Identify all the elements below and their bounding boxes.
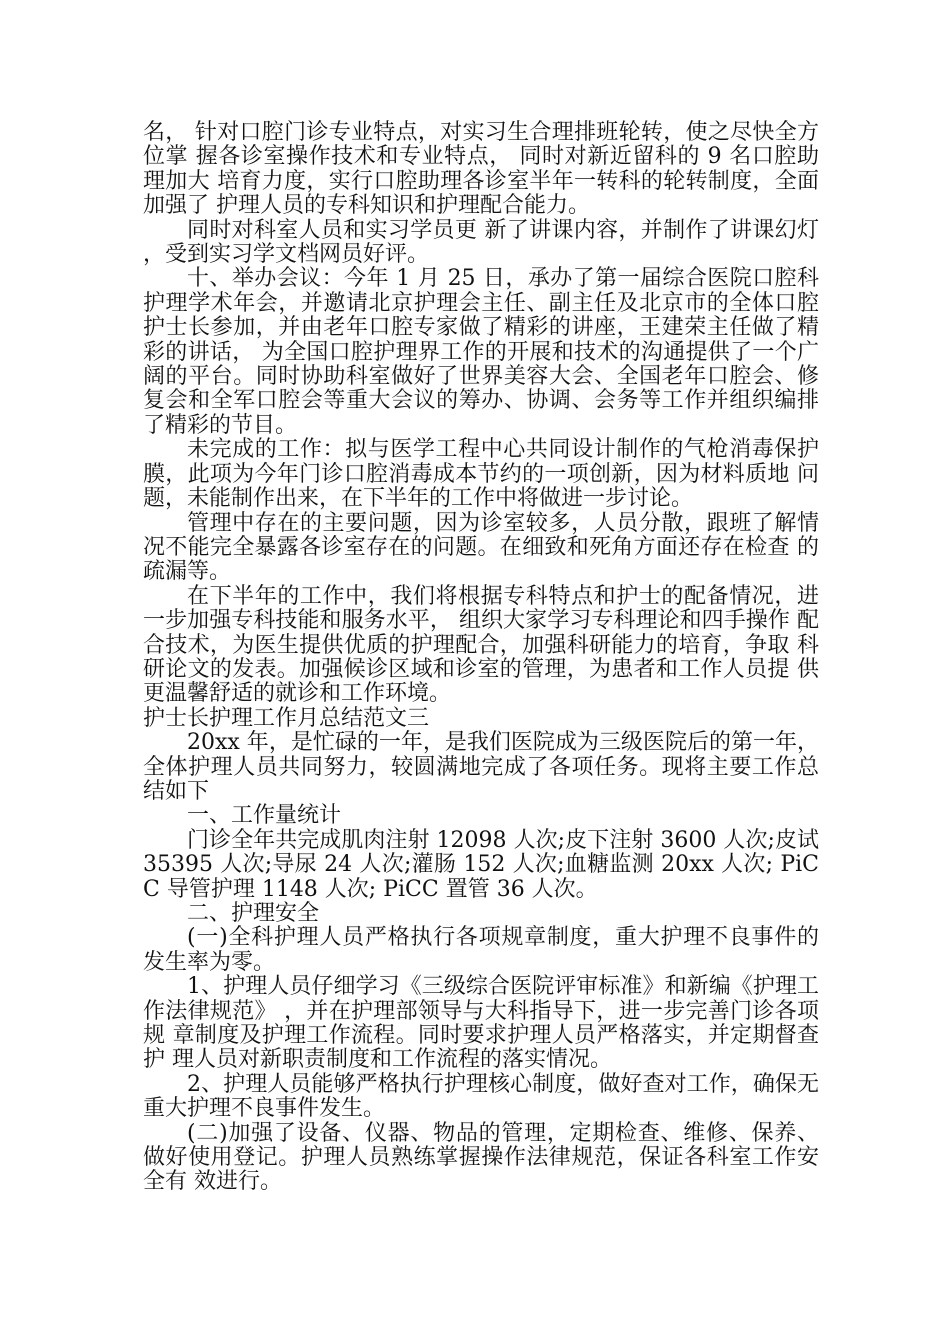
paragraph-1: 名， 针对口腔门诊专业特点，对实习生合理排班轮转，使之尽快全方位掌 握各诊室操作技术和专业特点， 同时对新近留科的 9 名口腔助理加大 培育力度，实行口腔助理各诊室半年一转科的轮转制度，全面加强了 护理人员的专科知识和护理配合能力。 xyxy=(143,120,819,219)
paragraph-12: (一)全科护理人员严格执行各项规章制度，重大护理不良事件的 发生率为零。 xyxy=(143,925,819,975)
paragraph-6: 在下半年的工作中，我们将根据专科特点和护士的配备情况，进一步加强专科技能和服务水平， 组织大家学习专科理论和四手操作 配合技术，为医生提供优质的护理配合，加强科研能力的培育，争取 科研论文的发表。加强候诊区域和诊室的管理，为患者和工作人员提 供更温馨舒适的就诊和工作环境。 xyxy=(143,583,819,707)
section-heading: 护士长护理工作月总结范文三 xyxy=(143,705,430,731)
paragraph-8: 20xx 年，是忙碌的一年，是我们医院成为三级医院后的第一年， 全体护理人员共同努力，较圆满地完成了各项任务。现将主要工作总 结如下 xyxy=(143,730,819,804)
paragraph-15: (二)加强了设备、仪器、物品的管理，定期检查、维修、保养、 做好使用登记。护理人员熟练掌握操作法律规范，保证各科室工作安全有 效进行。 xyxy=(143,1120,819,1195)
paragraph-2: 同时对科室人员和实习学员更 新了讲课内容，并制作了讲课幻灯，受到实习学文档网员好评。 xyxy=(143,217,819,268)
paragraph-5: 管理中存在的主要问题，因为诊室较多，人员分散，跟班了解情况不能完全暴露各诊室存在的问题。在细致和死角方面还存在检查 的疏漏等。 xyxy=(143,510,819,585)
paragraph-10: 门诊全年共完成肌肉注射 12098 人次;皮下注射 3600 人次;皮试 35395 人次;导尿 24 人次;灌肠 152 人次;血糖监测 20xx 人次; PiCC 导管护理 1148 人次; PiCC 置管 36 人次。 xyxy=(143,827,819,902)
subheading-workload: 一、工作量统计 xyxy=(187,803,342,829)
paragraph-4: 未完成的工作：拟与医学工程中心共同设计制作的气枪消毒保护膜，此项为今年门诊口腔消毒成本节约的一项创新，因为材料质地 问题，未能制作出来，在下半年的工作中将做进一步讨论。 xyxy=(143,437,819,512)
paragraph-14: 2、护理人员能够严格执行护理核心制度，做好查对工作，确保无重大护理不良事件发生。 xyxy=(143,1071,819,1122)
paragraph-3: 十、举办会议：今年 1 月 25 日，承办了第一届综合医院口腔科 护理学术年会，并邀请北京护理会主任、副主任及北京市的全体口腔 护士长参加，并由老年口腔专家做了精彩的讲座，王建荣主任做了精 彩的讲话， 为全国口腔护理界工作的开展和技术的沟通提供了一个广 阔的平台。同时协助科室做好了世界美容大会、全国老年口腔会、修 复会和全军口腔会等重大会议的筹办、协调、会务等工作并组织编排 了精彩的节目。 xyxy=(143,266,819,438)
subheading-safety: 二、护理安全 xyxy=(187,901,320,926)
document-body xyxy=(143,121,819,1195)
paragraph-13: 1、护理人员仔细学习《三级综合医院评审标准》和新编《护理工作法律规范》 ，并在护理部领导与大科指导下，进一步完善门诊各项规 章制度及护理工作流程。同时要求护理人员严格落实，并定期督查护 理人员对新职责制度和工作流程的落实情况。 xyxy=(143,974,819,1073)
